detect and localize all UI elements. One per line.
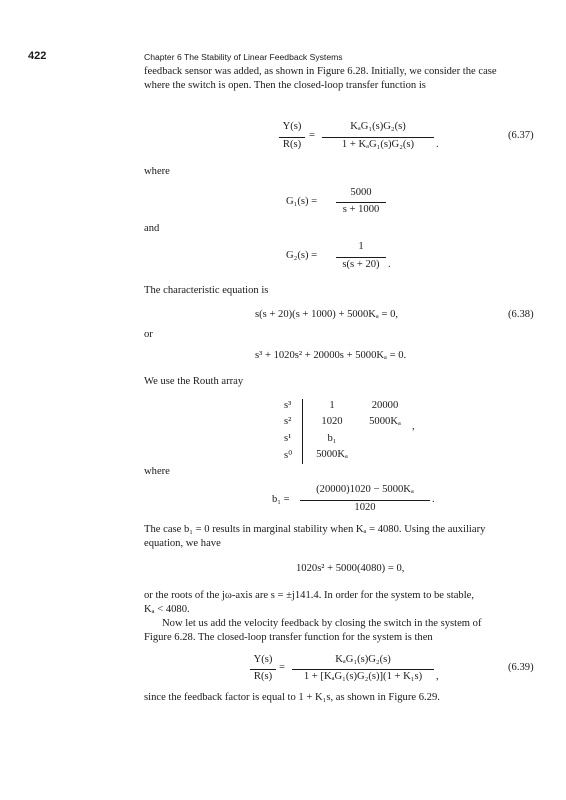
body-text-line: where the switch is open. Then the closed-loop transfer function is [144,80,426,91]
equals-sign: = [309,130,315,141]
equals-sign: = [279,662,285,673]
routh-cell: 1020 [321,416,343,427]
cubic-equation: s³ + 1020s² + 20000s + 5000Kₐ = 0. [255,350,407,361]
body-text-line: or [144,329,153,340]
b1-denominator: 1020 [354,502,376,513]
fraction-bar [336,202,386,203]
rhs-denominator: 1 + [KₐG₁(s)G₂(s)](1 + K₁s) [303,671,423,682]
rhs-denominator: 1 + KₐG₁(s)G₂(s) [341,139,415,150]
routh-divider [302,399,303,464]
body-text-line: where [144,466,170,477]
body-text-line: The characteristic equation is [144,285,269,296]
fraction-bar [300,500,430,501]
body-text-line: equation, we have [144,538,221,549]
routh-power: s³ [284,400,292,411]
b1-lhs: b₁ = [272,494,290,505]
g1-numerator: 5000 [350,187,372,198]
routh-power: s¹ [284,433,292,444]
period: . [432,494,435,505]
g2-numerator: 1 [358,241,364,252]
g1-lhs: G₁(s) = [286,196,318,207]
body-text-line: and [144,223,160,234]
period: . [388,259,391,270]
routh-cell: b₁ [327,433,337,444]
fraction-bar [279,137,305,138]
g2-denominator: s(s + 20) [342,259,380,270]
auxiliary-equation: 1020s² + 5000(4080) = 0, [296,563,405,574]
equation-number: (6.37) [508,130,534,141]
body-text-line: since the feedback factor is equal to 1 + K₁s, as shown in Figure 6.29. [144,692,440,703]
running-title: Chapter 6 The Stability of Linear Feedback Systems [144,52,343,62]
g2-lhs: G₂(s) = [286,250,318,261]
routh-cell: 1 [329,400,335,411]
body-text-line: We use the Routh array [144,376,244,387]
fraction-bar [336,257,386,258]
routh-power: s² [284,416,292,427]
body-text-line: feedback sensor was added, as shown in Figure 6.28. Initially, we consider the case [144,66,497,77]
rhs-numerator: KₐG₁(s)G₂(s) [335,654,391,665]
body-text-line: Figure 6.28. The closed-loop transfer function for the system is then [144,632,433,643]
lhs-denominator: R(s) [282,139,302,150]
body-text-line: or the roots of the jω-axis are s = ±j141.4. In order for the system to be stable, [144,590,475,601]
rhs-numerator: KₐG₁(s)G₂(s) [350,121,406,132]
fraction-bar [292,669,434,670]
equation-6-38: s(s + 20)(s + 1000) + 5000Kₐ = 0, [255,309,399,320]
b1-numerator: (20000)1020 − 5000Kₐ [316,484,414,495]
page-number: 422 [28,50,47,62]
g1-denominator: s + 1000 [342,204,380,215]
comma: . [436,139,439,150]
body-text-line: The case b₁ = 0 results in marginal stability when Kₐ = 4080. Using the auxiliary [144,524,486,535]
lhs-numerator: Y(s) [282,121,302,132]
fraction-bar [322,137,434,138]
routh-cell: 5000Kₐ [316,449,348,460]
body-text-line: where [144,166,170,177]
fraction-bar [250,669,276,670]
body-text-line: Now let us add the velocity feedback by closing the switch in the system of [162,618,482,629]
equation-number: (6.39) [508,662,534,673]
comma: , [412,421,415,432]
body-text-line: Kₐ < 4080. [144,604,190,615]
lhs-numerator: Y(s) [253,654,273,665]
routh-cell: 5000Kₐ [369,416,401,427]
equation-number: (6.38) [508,309,534,320]
routh-power: s⁰ [284,450,293,461]
comma: , [436,671,439,682]
lhs-denominator: R(s) [253,671,273,682]
routh-cell: 20000 [371,400,399,411]
